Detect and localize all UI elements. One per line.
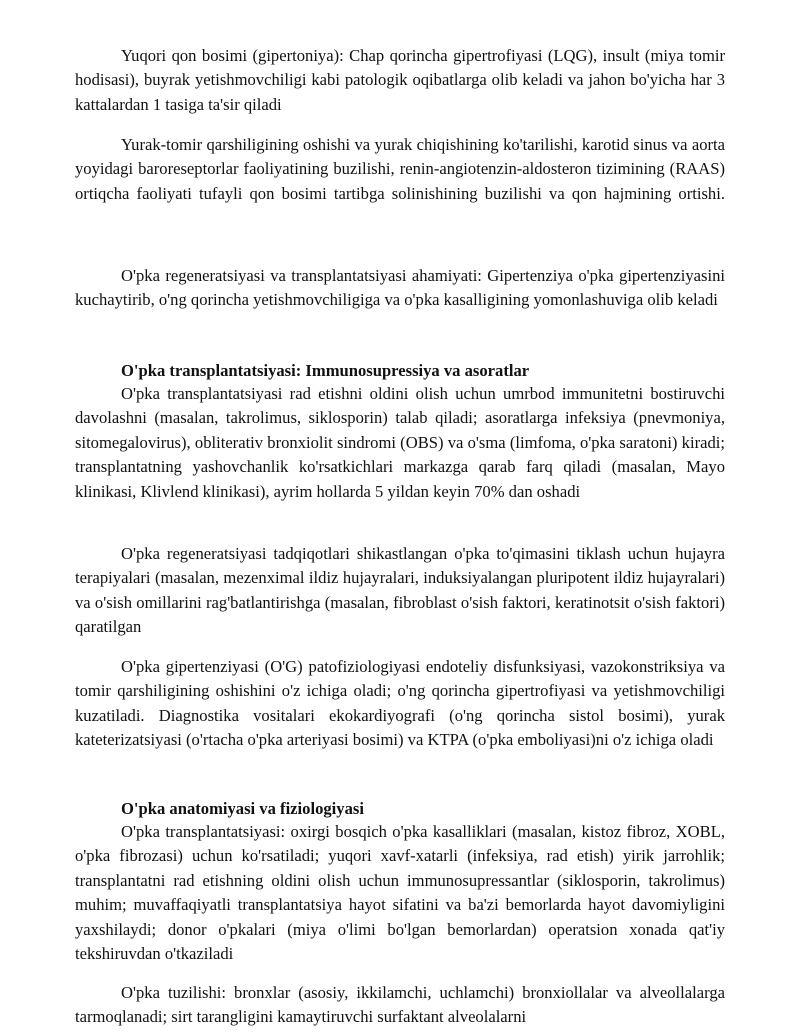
paragraph-blood-pressure-regulation: Yurak-tomir qarshiligining oshishi va yurak chiqishining ko'tarilishi, karotid sinus va aorta yoyidagi baroreseptorlar faoliyatining buzilishi, renin-angiotenzin-aldosteron tizimining (RAAS) ortiqcha faoliyati tufayli qon bosimi tartibga solinishining buzilishi va qon hajmining ortishi. [75, 135, 725, 203]
paragraph-pulmonary-hypertension: O'pka gipertenziyasi (O'G) patofiziologiyasi endoteliy disfunksiyasi, vazokonstriksiya va tomir qarshiligining oshishini o'z ichiga oladi; o'ng qorincha gipertrofiyasi va yetishmovchiligi kuzatiladi. Diagnostika vositalari ekokardiyografi (o'ng qorincha sistol bosimi), yurak kateterizatsiyasi (o'rtacha o'pka arteriyasi bosimi) va KTPA (o'pka emboliyasi)ni o'z ichiga oladi [75, 657, 725, 750]
paragraph-lung-transplantation: O'pka transplantatsiyasi: oxirgi bosqich o'pka kasalliklari (masalan, kistoz fibroz, XOBL, o'pka fibrozasi) uchun ko'rsatiladi; yuqori xavf-xatarli (infeksiya, rad etish) yirik jarrohlik; transplantatni rad etishning oldini olish uchun immunosupressantlar (siklosporin, takrolimus) muhim; muvaffaqiyatli transplantatsiya hayot sifatini va ba'zi bemorlarda hayot davomiyligini yaxshilaydi; donor o'pkalari (miya o'limi bo'lgan bemorlardan) operatsion xonada qat'iy tekshiruvdan o'tkaziladi [75, 822, 725, 964]
paragraph-lung-structure: O'pka tuzilishi: bronxlar (asosiy, ikkilamchi, uchlamchi) bronxiollalar va alveollalarga tarmoqlanadi; sirt tarangligini kamaytiruvchi surfaktant alveolalarni [75, 983, 725, 1027]
paragraph-lung-regeneration-research: O'pka regeneratsiyasi tadqiqotlari shikastlangan o'pka to'qimasini tiklash uchun hujayra terapiyalari (masalan, mezenximal ildiz hujayralari, induksiyalangan pluripotent ildiz hujayralari) va o'sish omillarini rag'batlantirishga (masalan, fibroblast o'sish faktori, keratinotsit o'sish faktori) qaratilgan [75, 544, 725, 637]
heading-lung-transplant-immunosuppression: O'pka transplantatsiyasi: Immunosupressiya va asoratlar [121, 361, 530, 380]
paragraph-hypertension: Yuqori qon bosimi (gipertoniya): Chap qorincha gipertrofiyasi (LQG), insult (miya tomir hodisasi), buyrak yetishmovchiligi kabi patologik oqibatlarga olib keladi va jahon bo'yicha har 3 kattalardan 1 tasiga ta'sir qiladi [75, 46, 725, 114]
paragraph-lung-transplant-complications: O'pka transplantatsiyasi rad etishni oldini olish uchun umrbod immunitetni bostiruvchi davolashni (masalan, takrolimus, siklosporin) talab qiladi; asoratlarga infeksiya (pnevmoniya, sitomegalovirus), obliterativ bronxiolit sindromi (OBS) va o'sma (limfoma, o'pka saratoni) kiradi; transplantatning yashovchanlik ko'rsatkichlari markazga qarab farq qiladi (masalan, Mayo klinikasi, Klivlend klinikasi), ayrim hollarda 5 yildan keyin 70% dan oshadi [75, 384, 725, 501]
heading-lung-anatomy-physiology: O'pka anatomiyasi va fiziologiyasi [121, 799, 364, 818]
paragraph-lung-regeneration-importance: O'pka regeneratsiyasi va transplantatsiyasi ahamiyati: Gipertenziya o'pka gipertenziyasini kuchaytirib, o'ng qorincha yetishmovchiligiga va o'pka kasalligining yomonlashuviga olib keladi [75, 266, 725, 310]
